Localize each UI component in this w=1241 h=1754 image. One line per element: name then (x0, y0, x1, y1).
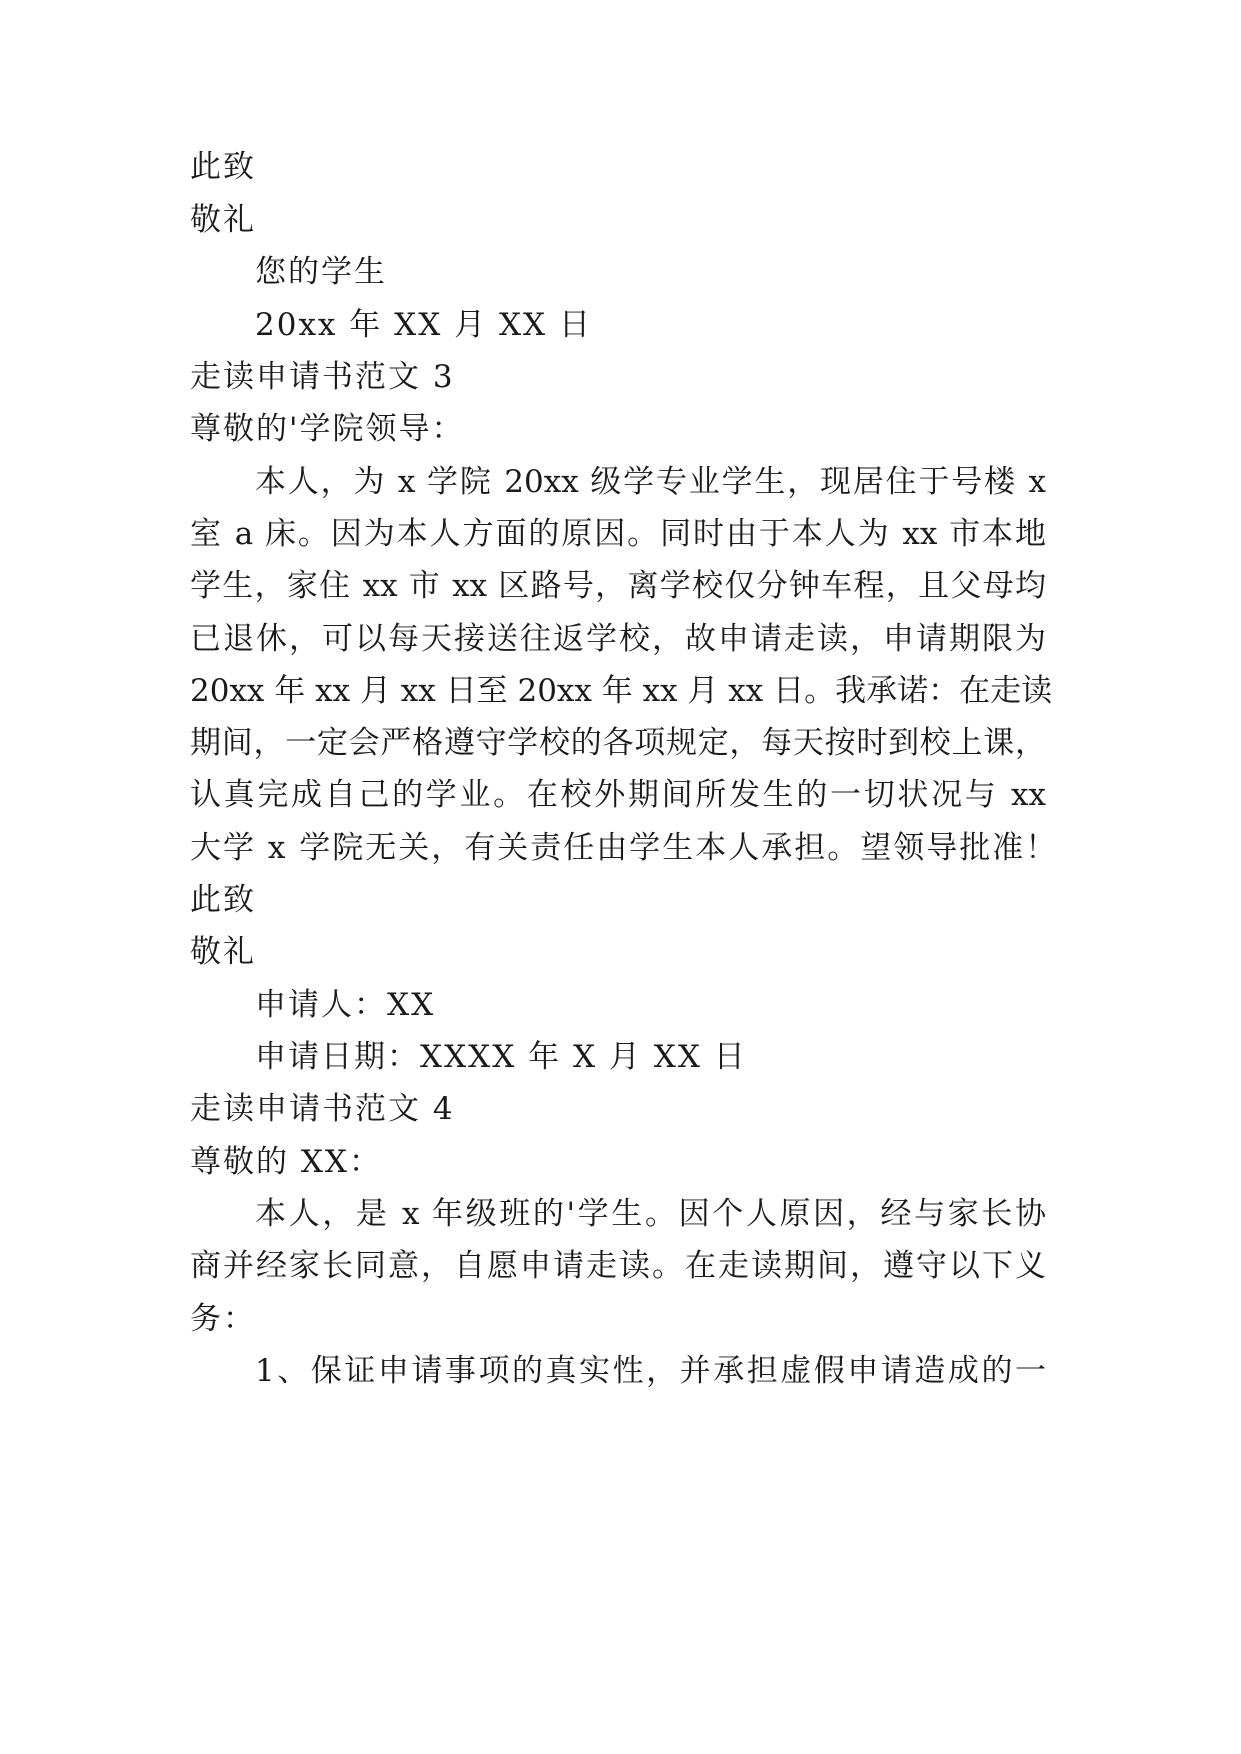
section-heading-3: 走读申请书范文 3 (190, 359, 455, 395)
closing-regards: 敬礼 (190, 202, 256, 238)
closing-salutation: 此致 (190, 882, 256, 918)
closing-salutation: 此致 (190, 149, 256, 185)
greeting-line: 尊敬的'学院领导： (190, 411, 465, 447)
applicant-line: 申请人：XX (255, 987, 436, 1023)
body-line: 本人，为 x 学院 20xx 级学专业学生，现居住于号楼 x (255, 464, 1046, 500)
body-line: 大学 x 学院无关，有关责任由学生本人承担。望领导批准！ (190, 830, 1059, 866)
body-line: 认真完成自己的学业。在校外期间所发生的一切状况与 xx (190, 777, 1046, 813)
body-line: 学生，家住 xx 市 xx 区路号，离学校仅分钟车程，且父母均 (190, 568, 1046, 604)
greeting-line: 尊敬的 XX： (190, 1144, 382, 1180)
body-line: 本人，是 x 年级班的'学生。因个人原因，经与家长协 (255, 1196, 1046, 1232)
list-item-1: 1、保证申请事项的真实性，并承担虚假申请造成的一 (255, 1353, 1046, 1389)
body-line: 已退休，可以每天接送往返学校，故申请走读，申请期限为 (190, 621, 1046, 657)
section-heading-4: 走读申请书范文 4 (190, 1091, 455, 1127)
body-line: 务： (190, 1301, 256, 1337)
date-line: 20xx 年 XX 月 XX 日 (255, 307, 592, 343)
application-date-line: 申请日期：XXXX 年 X 月 XX 日 (255, 1039, 747, 1075)
signature-line: 您的学生 (255, 254, 387, 290)
body-line: 商并经家长同意，自愿申请走读。在走读期间，遵守以下义 (190, 1248, 1046, 1284)
body-line: 20xx 年 xx 月 xx 日至 20xx 年 xx 月 xx 日。我承诺：在走读 (190, 673, 1053, 709)
closing-regards: 敬礼 (190, 934, 256, 970)
body-line: 室 a 床。因为本人方面的原因。同时由于本人为 xx 市本地 (190, 516, 1046, 552)
body-line: 期间，一定会严格遵守学校的各项规定，每天按时到校上课， (190, 725, 1046, 761)
